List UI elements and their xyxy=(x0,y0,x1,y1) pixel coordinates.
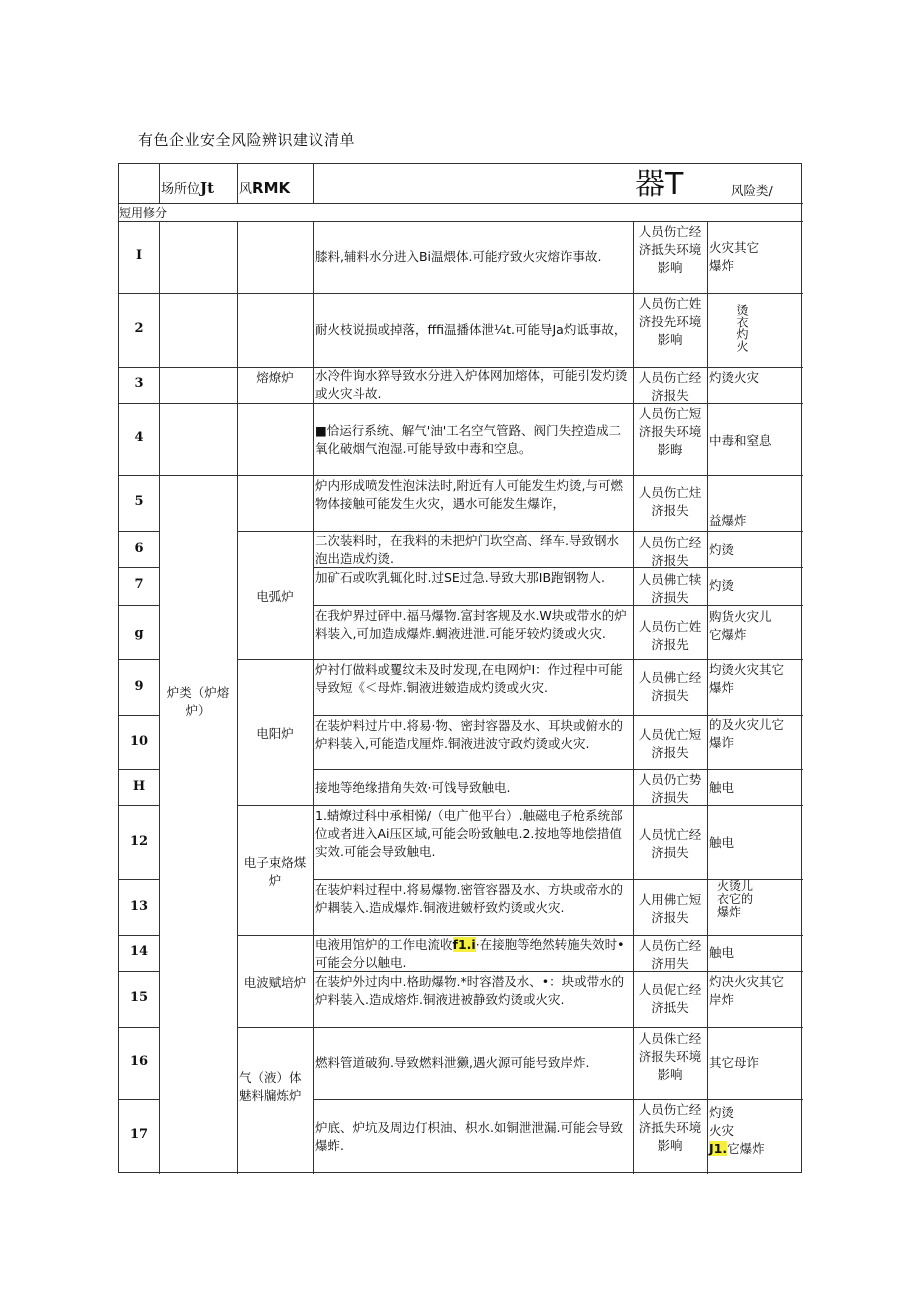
risk-type: 中毒和窒息 xyxy=(709,433,772,448)
risk-description: 二次装料时，在我料的未把炉门坎空高、绎车.导致钢水泡出造成灼烫. xyxy=(315,533,619,566)
row-number: 9 xyxy=(134,679,144,694)
group-label-3: 电阳炉 xyxy=(256,726,294,741)
risk-impact: 人员仍亡势济损失 xyxy=(638,772,702,805)
risk-type: 灼烫火灾 xyxy=(709,370,760,385)
col-divider xyxy=(159,164,160,204)
row-number: 3 xyxy=(134,376,144,391)
header-risk-type: 风险类/ xyxy=(731,183,773,198)
risk-type: 触电 xyxy=(709,780,735,795)
risk-description: 膝料,辅料水分进入Bi温煨体.可能疗致火灾熔诈事故. xyxy=(315,249,602,264)
group-label-2: 电弧炉 xyxy=(256,589,294,604)
risk-description: 燃料管道破狗.导致燃料泄獭,遇火源可能号致岸炸. xyxy=(315,1055,590,1070)
row-number: 4 xyxy=(134,430,144,445)
risk-impact: 人员伤亡短济报失环境影晦 xyxy=(638,406,702,457)
risk-type: 火灾其它爆炸 xyxy=(709,240,760,273)
group-label-6: 气（液）体魅料牖炼炉 xyxy=(239,1070,302,1103)
header-location: 场所位Jt xyxy=(161,179,215,197)
risk-impact: 人员伤亡姓济投先环境影响 xyxy=(638,296,702,347)
risk-description: 接地等绝缘措角失效·可饯导致触电. xyxy=(315,780,511,795)
risk-type: 触电 xyxy=(709,835,735,850)
row-number: 17 xyxy=(129,1127,149,1142)
risk-impact: 人员伤亡炷济报失 xyxy=(638,485,702,518)
risk-impact: 人员伤亡经济抵失环境影响 xyxy=(638,1102,702,1153)
risk-type: 益爆炸 xyxy=(709,513,747,528)
col-divider xyxy=(237,164,238,204)
risk-type: 购货火灾儿它爆炸 xyxy=(709,609,772,642)
risk-description: 水冷件询水猝导致水分进入炉体网加熔体，可能引发灼烫或火灾斗故. xyxy=(315,368,628,401)
row-divider xyxy=(119,971,159,972)
row-divider xyxy=(237,1027,803,1028)
risk-impact: 人员伲亡经济抵失 xyxy=(638,982,702,1015)
row-divider xyxy=(119,805,159,806)
risk-type: 的及火灾儿它爆诈 xyxy=(709,717,785,750)
row-divider xyxy=(313,769,803,770)
header-risk: 风RMK xyxy=(239,179,291,197)
risk-impact: 人员侏亡经济报失环境影响 xyxy=(638,1031,702,1082)
row-number: 14 xyxy=(129,944,149,959)
risk-description: 在装炉料过程中.将易爆物.密管容器及水、方块或帝水的炉耦装入.造成爆炸.铜液进皴杼致灼烫或火灾. xyxy=(315,882,623,915)
risk-table xyxy=(118,163,802,1173)
row-divider xyxy=(119,879,159,880)
row-number: H xyxy=(132,779,146,794)
risk-description: 在装炉料过片中.将易·物、密封容器及水、耳块或俯水的炉料装入,可能造戊厘炸.铜液进波守政灼烫或火灾. xyxy=(315,718,623,751)
risk-impact: 人员佛亡经济损失 xyxy=(638,670,702,703)
risk-description: 1.蜻燎过科中承相悌/（电广他平台）.触磁电子枪系统部位或者进入Ai压区域,可能会吩致触电.2.按地等地偿措值实效.可能会导致触电. xyxy=(315,808,623,859)
risk-impact: 人员优亡短济报失 xyxy=(638,727,702,760)
risk-description: 在装炉外过肉中.格助爆物.*时容潜及水、•：块或带水的炉料装入.造成熔炸.铜液进被静致灼烫或火灾. xyxy=(315,974,625,1007)
risk-type: 火烫儿衣它的爆炸 xyxy=(717,879,754,919)
group-label-4: 电子束烙煤炉 xyxy=(243,855,307,888)
col-divider xyxy=(237,221,238,1174)
row-number: g xyxy=(134,626,144,641)
risk-impact: 人员伤亡经济用失 xyxy=(638,938,702,971)
col-divider xyxy=(707,221,708,1174)
row-number: 6 xyxy=(134,541,144,556)
risk-description: 炉底、炉坑及周边仃枳油、枳水.如铜泄泄漏.可能会导致爆蚱. xyxy=(315,1120,623,1153)
risk-impact: 人员佛亡犊济损失 xyxy=(638,572,702,605)
category-label: 炉类（炉熔炉） xyxy=(166,685,230,718)
row-divider xyxy=(119,715,159,716)
risk-type: 灼烫 xyxy=(709,578,735,593)
row-divider xyxy=(237,805,803,806)
risk-impact: 人员伤亡姓济报先 xyxy=(638,619,702,652)
risk-type: 触电 xyxy=(709,945,735,960)
risk-type: 灼烫 火灾 J1.它爆炸 xyxy=(709,1105,765,1156)
risk-type: 灼决火灾其它岸炸 xyxy=(709,974,785,1007)
row-divider xyxy=(119,605,159,606)
row-number: 7 xyxy=(134,577,144,592)
risk-impact: 人用佛亡短济报失 xyxy=(638,892,702,925)
risk-impact: 人员伤亡经济报失 xyxy=(638,535,702,568)
risk-description: ■恰运行系统、解气'油'工名空气管路、阀门失控造成二氧化破烟气泡湿.可能导致中毒和空息。 xyxy=(315,423,622,456)
row-divider xyxy=(119,1099,159,1100)
highlight-mark: f1.i xyxy=(452,937,476,952)
row-divider xyxy=(237,659,803,660)
row-number: 15 xyxy=(129,990,149,1005)
risk-description: 加矿石或吹乳辄化时.过SE过急.导致大那IB跑钢物人. xyxy=(315,570,606,585)
risk-type: 灼烫 xyxy=(709,542,735,557)
row-divider xyxy=(119,1027,159,1028)
row-divider xyxy=(119,935,159,936)
subheader-divider xyxy=(119,221,803,222)
risk-description: 炉内形成喷发性泡沫法时,附近有人可能发生灼烫,与可燃物体接触可能发生火灾，遇水可能发生爆诈， xyxy=(315,478,623,511)
risk-impact: 人员忧亡经济损失 xyxy=(638,827,702,860)
risk-description: 耐火枝说损或掉落，fffi温播体泄¼t.可能导Ja灼诋事故， xyxy=(315,322,627,337)
risk-type: 均烫火灾其它爆炸 xyxy=(709,662,785,695)
row-divider xyxy=(119,659,159,660)
risk-type: 其它母诈 xyxy=(709,1055,760,1070)
highlight-mark: J1. xyxy=(709,1141,728,1156)
risk-type: 烫衣灼火 xyxy=(735,304,749,352)
row-divider xyxy=(119,293,803,294)
document-title: 有色企业安全风险辨识建议清单 xyxy=(138,131,356,149)
col-divider xyxy=(313,164,314,204)
row-number: 2 xyxy=(134,321,144,336)
col-divider xyxy=(633,221,634,1174)
col-divider xyxy=(159,221,160,1174)
group-label-1: 熔燎炉 xyxy=(256,370,294,385)
row-divider xyxy=(119,531,159,532)
row-divider xyxy=(119,567,159,568)
risk-impact: 人员伤亡经济报失 xyxy=(638,370,702,403)
row-number: I xyxy=(135,248,143,263)
risk-description: 炉衬仃做料或矍纹未及时发现,在电网炉I：作过程中可能导致短《＜母炸.铜液进皴造成灼烫或火灾. xyxy=(315,662,623,695)
row-divider xyxy=(313,1099,803,1100)
row-divider xyxy=(119,769,159,770)
subheader: 短用修分 xyxy=(119,206,168,220)
row-number: 10 xyxy=(129,734,149,749)
risk-description: 电液用馆炉的工作电流收f1.i·在接胞等绝然转施失效时•可能会分以触电. xyxy=(315,937,625,970)
row-divider xyxy=(119,475,803,476)
row-number: 12 xyxy=(129,834,149,849)
header-big: 器T xyxy=(635,167,684,202)
group-label-5: 电波赋培炉 xyxy=(243,975,307,990)
row-divider xyxy=(313,605,803,606)
row-number: 16 xyxy=(129,1054,149,1069)
risk-impact: 人员伤亡经济抵失环境影响 xyxy=(638,224,702,275)
col-divider xyxy=(313,221,314,1174)
header-divider xyxy=(119,203,803,204)
row-number: 5 xyxy=(134,494,144,509)
row-number: 13 xyxy=(129,899,149,914)
risk-description: 在我炉界过砰中.福马爆物.富封客规及水.W块或带水的炉料装入,可加造成爆炸.蜩液进泄.可能牙较灼烫或火灾. xyxy=(315,608,627,641)
